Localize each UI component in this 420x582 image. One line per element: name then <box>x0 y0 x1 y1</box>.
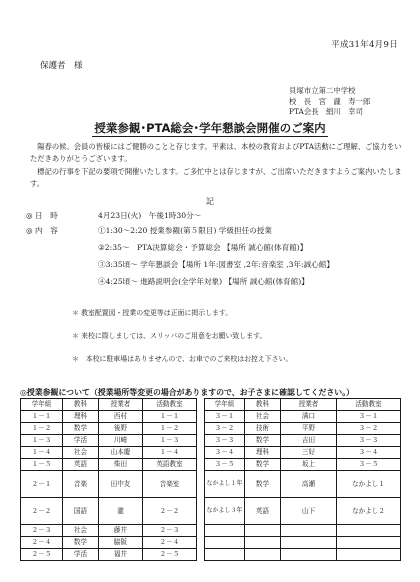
cell-right-subject: 社会 <box>245 411 281 423</box>
cell-left-teacher: 西村 <box>99 411 143 423</box>
note-1: ＊ 教室配置図・授業の変更等は正面に掲示します。 <box>72 309 233 317</box>
cell-right-room <box>337 549 401 561</box>
cell-left-grade-class: ２－４ <box>21 537 63 549</box>
title-text: 授業参観･PTA総会･学年懇談会開催のご案内 <box>94 121 326 135</box>
table-header-row <box>21 399 401 411</box>
table-row <box>21 471 401 498</box>
cell-right-grade-class <box>205 537 245 549</box>
header-teacher: 授業者 <box>99 399 143 411</box>
sender-block <box>289 86 370 118</box>
table-row <box>21 549 401 561</box>
cell-right-teacher: 高瀬 <box>281 471 337 498</box>
cell-left-grade-class: １－４ <box>21 447 63 459</box>
header-subject: 教科 <box>63 399 99 411</box>
header-teacher: 授業者 <box>281 399 337 411</box>
document-title <box>0 120 420 136</box>
cell-right-subject: 数学 <box>245 459 281 471</box>
cell-right-grade-class: ３－２ <box>205 423 245 435</box>
cell-left-subject: 音楽 <box>63 471 99 498</box>
cell-left-subject: 理科 <box>63 411 99 423</box>
cell-left-grade-class: １－２ <box>21 423 63 435</box>
header-room: 活動教室 <box>143 399 197 411</box>
cell-right-grade-class: ３－１ <box>205 411 245 423</box>
cell-right-subject: 数学 <box>245 435 281 447</box>
cell-right-subject: 技術 <box>245 423 281 435</box>
cell-right-teacher: 三好 <box>281 447 337 459</box>
column-gap <box>197 459 205 471</box>
cell-left-teacher: 後野 <box>99 423 143 435</box>
cell-left-grade-class: ２－２ <box>21 498 63 525</box>
cell-left-room: 音楽室 <box>143 471 197 498</box>
cell-right-grade-class: なかよし３年 <box>205 498 245 525</box>
cell-right-teacher <box>281 549 337 561</box>
header-room: 活動教室 <box>337 399 401 411</box>
column-gap <box>197 525 205 537</box>
cell-right-teacher: 满口 <box>281 411 337 423</box>
cell-right-room: ３－３ <box>337 435 401 447</box>
cell-left-room: １－３ <box>143 435 197 447</box>
cell-left-teacher: 山本慶 <box>99 447 143 459</box>
cell-right-room: ３－５ <box>337 459 401 471</box>
cell-right-teacher <box>281 525 337 537</box>
sender-school: 貝塚市立第二中学校 <box>289 86 356 95</box>
cell-left-grade-class: １－１ <box>21 411 63 423</box>
cell-right-subject <box>245 525 281 537</box>
cell-left-room: ２－４ <box>143 537 197 549</box>
cell-left-subject: 数学 <box>63 537 99 549</box>
cell-left-teacher: 柴田 <box>99 459 143 471</box>
document-date: 平成31年4月9日 <box>331 40 398 50</box>
header-grade-class: 学年組 <box>205 399 245 411</box>
content-label: ◎ 内 容 <box>26 226 58 235</box>
cell-left-subject: 数学 <box>63 423 99 435</box>
cell-right-teacher: 平野 <box>281 423 337 435</box>
cell-left-room: 英語教室 <box>143 459 197 471</box>
column-gap <box>197 399 205 411</box>
cell-right-room: なかよし２ <box>337 498 401 525</box>
cell-left-grade-class: １－３ <box>21 435 63 447</box>
cell-left-teacher: 福井 <box>99 549 143 561</box>
table-row <box>21 498 401 525</box>
cell-right-grade-class: ３－３ <box>205 435 245 447</box>
content-item-1: ①1:30～2:20 授業参観(第５限目) 学級担任の授業 <box>98 226 272 235</box>
table-row <box>21 459 401 471</box>
cell-left-grade-class: １－５ <box>21 459 63 471</box>
content-item-4: ④4:25頃～ 進路説明会(全学年対象) 【場所 誠心館(体育館)】 <box>98 277 309 286</box>
cell-left-grade-class: ２－５ <box>21 549 63 561</box>
cell-left-grade-class: ２－３ <box>21 525 63 537</box>
cell-right-grade-class <box>205 525 245 537</box>
cell-right-room: ３－４ <box>337 447 401 459</box>
note-2: ＊ 来校に際しましては、スリッパのご用意をお願い致します。 <box>72 332 267 340</box>
date-value: 4月23日(火) 午後1時30分～ <box>98 211 202 220</box>
header-subject: 教科 <box>245 399 281 411</box>
cell-right-grade-class <box>205 549 245 561</box>
cell-right-room <box>337 537 401 549</box>
recipient-line: 保護者 様 <box>40 61 83 71</box>
cell-left-teacher: 川崎 <box>99 435 143 447</box>
cell-left-subject: 国語 <box>63 498 99 525</box>
cell-right-subject: 数学 <box>245 471 281 498</box>
table-row <box>21 411 401 423</box>
cell-left-subject: 学活 <box>63 549 99 561</box>
cell-right-teacher: 坂上 <box>281 459 337 471</box>
cell-right-grade-class: なかよし１年 <box>205 471 245 498</box>
cell-left-grade-class: ２－１ <box>21 471 63 498</box>
column-gap <box>197 411 205 423</box>
schedule-section-title: ◎授業参観について（授業場所等変更の場合がありますので、お子さまに確認してください。） <box>20 388 355 397</box>
cell-left-teacher: 藤井 <box>99 525 143 537</box>
cell-right-grade-class: ３－４ <box>205 447 245 459</box>
cell-right-teacher <box>281 537 337 549</box>
cell-left-room: ２－３ <box>143 525 197 537</box>
intro-paragraph-1: 陽春の候、会員の皆様にはご健勝のことと存じます。平素は、本校の教育およびPTA活動にご理解、ご協力をいただきありがとうございます。 <box>30 142 402 163</box>
cell-left-teacher: 瀧 <box>99 498 143 525</box>
date-label: ◎ 日 時 <box>26 211 58 220</box>
ki-heading: 記 <box>206 197 214 206</box>
column-gap <box>197 498 205 525</box>
cell-right-grade-class: ３－５ <box>205 459 245 471</box>
cell-right-room: ３－２ <box>337 423 401 435</box>
cell-left-room: ２－５ <box>143 549 197 561</box>
table-row <box>21 423 401 435</box>
column-gap <box>197 435 205 447</box>
sender-principal: 校 長 宮 瀧 寿一郎 <box>289 96 371 106</box>
column-gap <box>197 447 205 459</box>
column-gap <box>197 549 205 561</box>
content-item-3: ③3:35頃～ 学年懇談会【場所 1年:図書室 ,2年:音楽室 ,3年:誠心館】 <box>98 260 334 269</box>
cell-right-subject <box>245 549 281 561</box>
table-row <box>21 525 401 537</box>
cell-left-subject: 英語 <box>63 459 99 471</box>
cell-right-subject <box>245 537 281 549</box>
cell-right-room <box>337 525 401 537</box>
cell-right-teacher: 山下 <box>281 498 337 525</box>
header-grade-class: 学年組 <box>21 399 63 411</box>
cell-right-room: ３－１ <box>337 411 401 423</box>
table-row <box>21 537 401 549</box>
cell-left-teacher: 田中友 <box>99 471 143 498</box>
intro-paragraph-2: 標記の行事を下記の要項で開催いたします。ご多忙中とは存じますが、ご出席いただきますようご案内いたします。 <box>30 167 402 188</box>
column-gap <box>197 423 205 435</box>
column-gap <box>197 537 205 549</box>
cell-left-subject: 社会 <box>63 525 99 537</box>
content-item-2: ②2:35～ PTA決算総会・予算総会 【場所 誠心館(体育館)】 <box>98 243 308 252</box>
column-gap <box>197 471 205 498</box>
table-row <box>21 447 401 459</box>
cell-left-teacher: 脇阪 <box>99 537 143 549</box>
cell-left-room: ２－２ <box>143 498 197 525</box>
sender-pta-chair: PTA会長 絹川 幸司 <box>289 107 363 116</box>
cell-left-subject: 学活 <box>63 435 99 447</box>
cell-left-room: １－４ <box>143 447 197 459</box>
cell-left-subject: 社会 <box>63 447 99 459</box>
cell-right-room: なかよし１ <box>337 471 401 498</box>
class-observation-table <box>20 398 401 561</box>
table-row <box>21 435 401 447</box>
cell-right-subject: 英語 <box>245 498 281 525</box>
cell-right-teacher: 吉田 <box>281 435 337 447</box>
note-3: ＊ 本校に駐車場はありませんので、お車でのご来校はお控え下さい。 <box>72 355 293 363</box>
cell-left-room: １－２ <box>143 423 197 435</box>
cell-left-room: １－１ <box>143 411 197 423</box>
cell-right-subject: 理科 <box>245 447 281 459</box>
